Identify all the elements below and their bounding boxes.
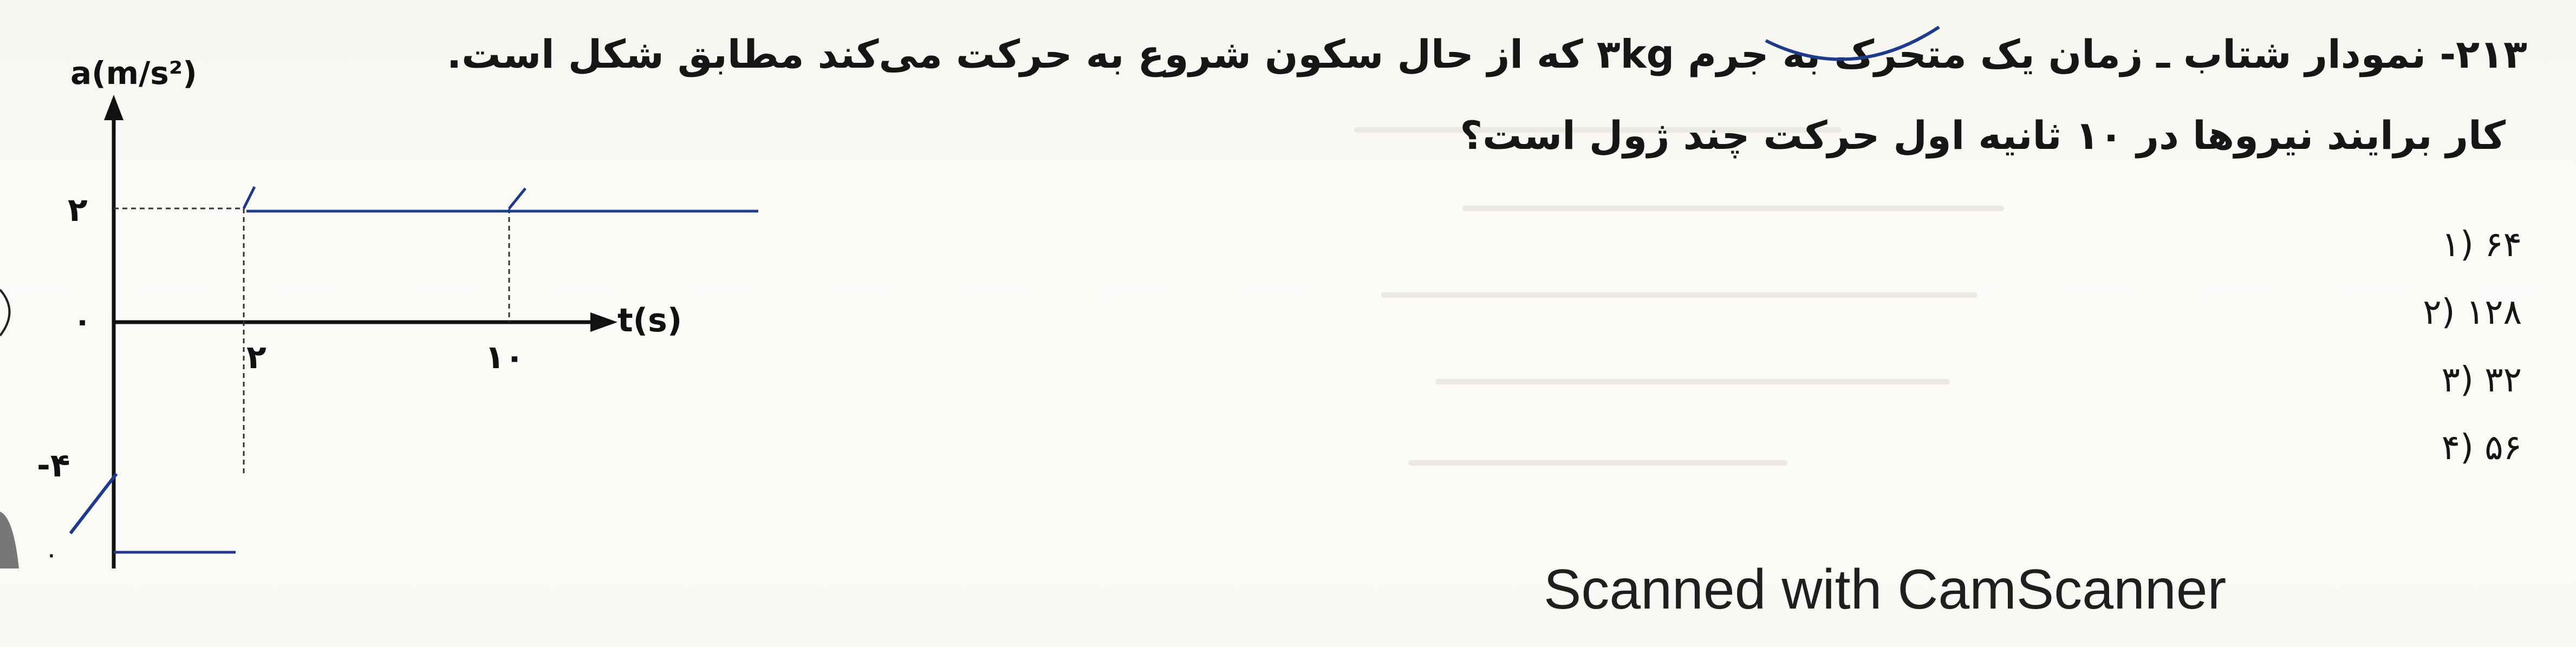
page-edge-curl: [0, 290, 10, 336]
option-3[interactable]: ۳۲ (۳: [2441, 360, 2522, 400]
y-tick-label-0: ۰: [73, 304, 92, 339]
question-block: [446, 22, 2527, 168]
option-1[interactable]: ۶۴ (۱: [2441, 225, 2522, 265]
pen-annotation-zero: ۰: [44, 539, 58, 570]
option-4[interactable]: ۵۶ (۴: [2441, 428, 2522, 468]
pen-tick-mark: [509, 188, 525, 208]
y-axis-label: a(m/s²): [70, 55, 197, 92]
x-tick-label-10: ۱۰: [485, 338, 525, 376]
x-axis-label: t(s): [617, 302, 682, 339]
y-axis-arrow: [104, 95, 123, 120]
question-text-1: نمودار شتاب ـ زمان یک متحرک به جرم ۳kg که از حال سکون شروع به حرکت می‌کند مطابق شکل است.: [446, 31, 2427, 77]
question-line-2: کار برایند نیروها در ۱۰ ثانیه اول حرکت چند ژول است؟: [1460, 113, 2506, 158]
pen-arc-mark: [1760, 22, 1950, 65]
answer-options: [2423, 211, 2522, 482]
x-axis-arrow: [590, 312, 617, 332]
question-line-1: [446, 22, 2527, 87]
page-shadow: [0, 512, 19, 568]
x-tick-label-2: ۲: [246, 338, 266, 376]
y-tick-label-neg4: -۴: [37, 447, 70, 485]
bleed-through-mark: [1462, 206, 2004, 211]
scanner-watermark: Scanned with CamScanner: [1544, 558, 2227, 621]
pen-slope-mark: [70, 474, 116, 533]
y-tick-label-2: ۲: [68, 191, 88, 229]
question-number: ۲۱۳-: [2440, 31, 2527, 77]
bleed-through-mark: [1381, 292, 1977, 298]
option-2[interactable]: ۱۲۸ (۲: [2423, 292, 2522, 332]
bleed-through-mark: [1435, 379, 1950, 384]
bleed-through-mark: [1408, 460, 1787, 466]
pen-tick-mark: [244, 187, 255, 208]
